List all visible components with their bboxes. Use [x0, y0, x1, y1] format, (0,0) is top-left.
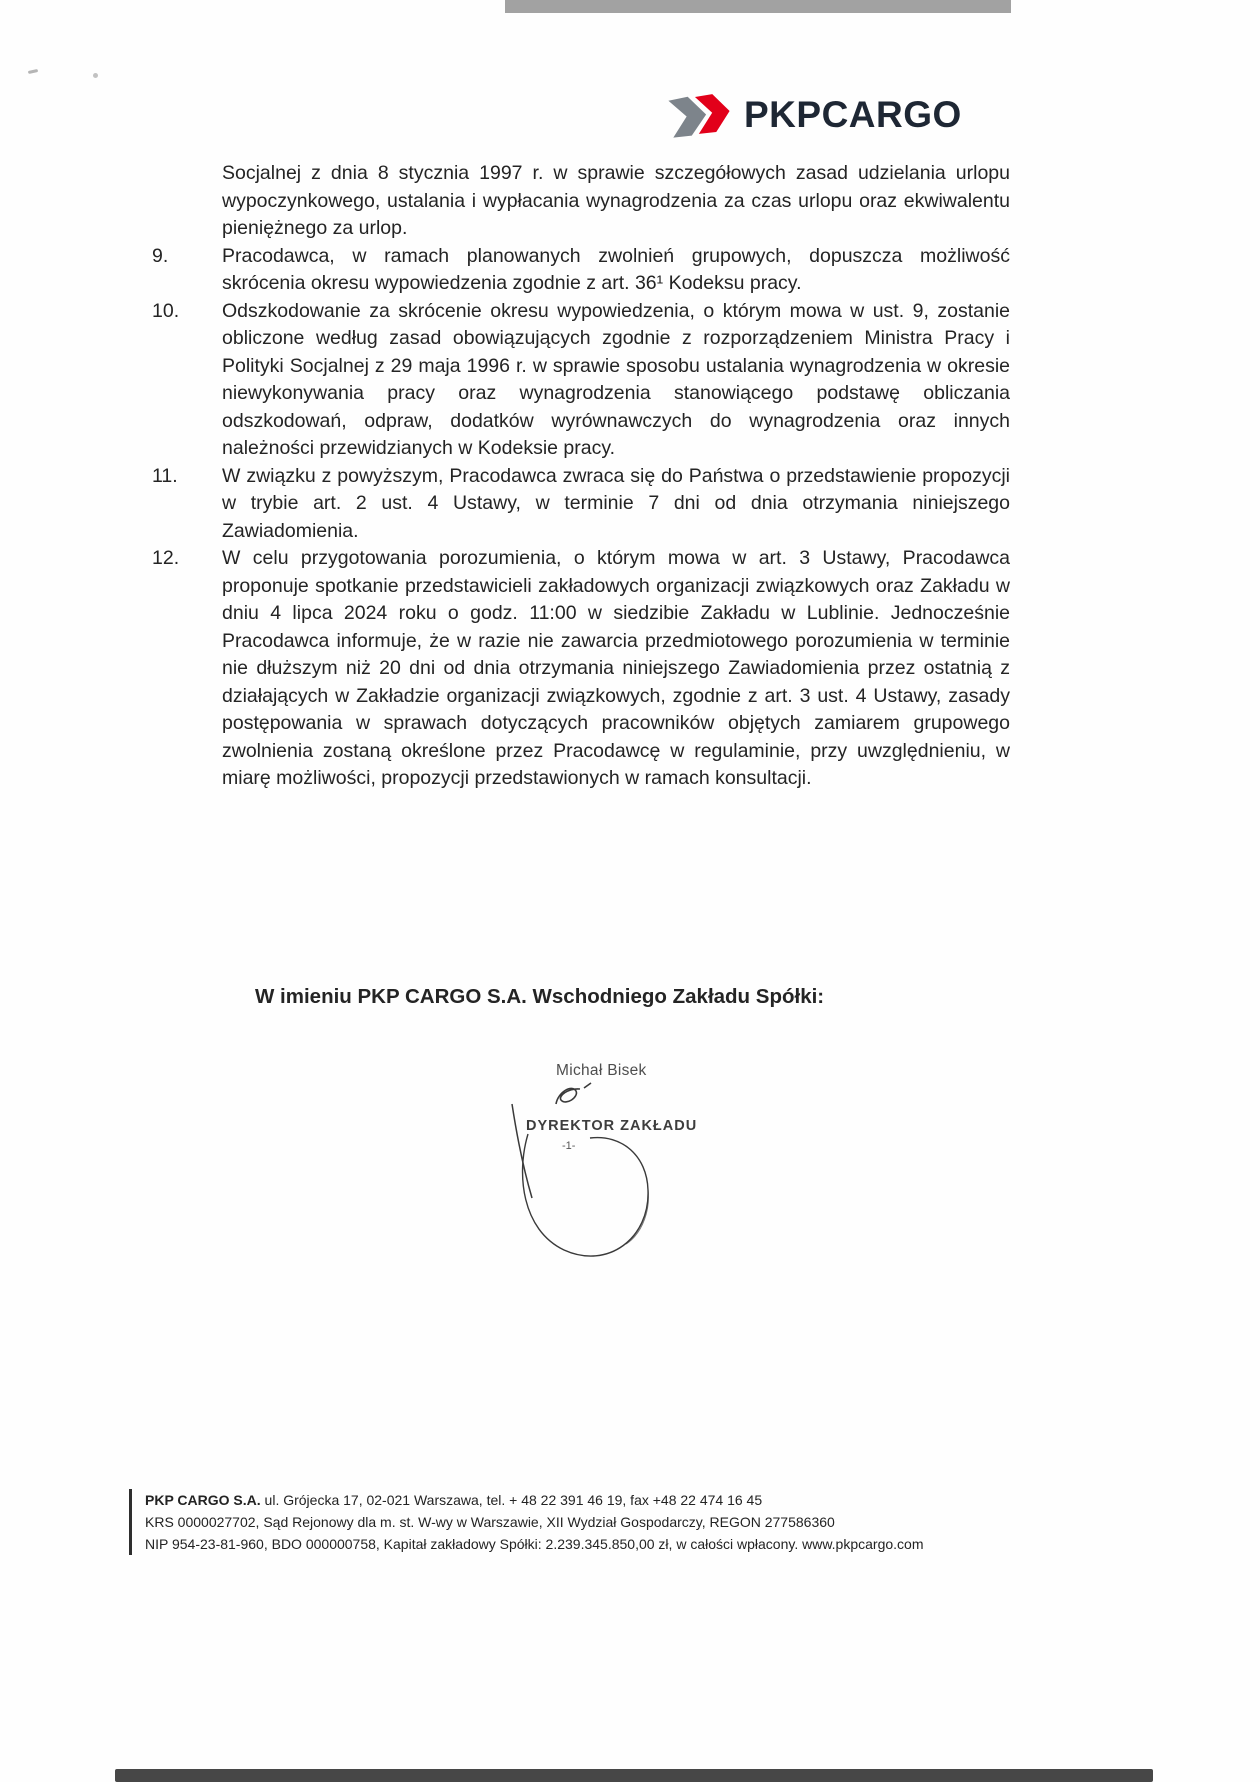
item-text: W celu przygotowania porozumienia, o którym mowa w art. 3 Ustawy, Pracodawca proponuje spotkanie przedstawicieli zakładowych organizacji związkowych oraz Zakładu w dniu 4 lipca 2024 roku o godz. 11:00 w siedzibie Zakładu w Lublinie. Jednocześnie Pracodawca informuje, że w razie nie zawarcia przedmiotowego porozumienia w terminie nie dłuższym niż 20 dni od dnia otrzymania niniejszego Zawiadomienia przez ostatnią z działających w Zakładzie organizacji związkowych, zgodnie z art. 3 ust. 4 Ustawy, zasady postępowania w sprawach dotyczących pracowników objętych zamiarem grupowego zwolnienia zostaną określone przez Pracodawcę w regulaminie, przy uwzględnieniu, w miarę możliwości, propozycji przedstawionych w ramach konsultacji. [222, 547, 1010, 789]
paragraph-continuation: Socjalnej z dnia 8 stycznia 1997 r. w sprawie szczegółowych zasad udzielania urlopu wypoczynkowego, ustalania i wypłacania wynagrodzenia za czas urlopu oraz ekwiwalentu pieniężnego za urlop. [222, 162, 1010, 239]
item-text: Pracodawca, w ramach planowanych zwolnień grupowych, dopuszcza możliwość skrócenia okresu wypowiedzenia zgodnie z art. 36¹ Kodeksu pracy. [222, 244, 1010, 294]
scan-artifact-bottom-bar [115, 1769, 1153, 1782]
item-text: W związku z powyższym, Pracodawca zwraca się do Państwa o przedstawienie propozycji w trybie art. 2 ust. 4 Ustawy, w terminie 7 dni od dnia otrzymania niniejszego Zawiadomienia. [222, 464, 1010, 542]
item-text: Odszkodowanie za skrócenie okresu wypowiedzenia, o którym mowa w ust. 9, zostanie obliczone według zasad obowiązujących zgodnie z rozporządzeniem Ministra Pracy i Polityki Socjalnej z 29 maja 1996 r. w sprawie sposobu ustalania wynagrodzenia w okresie niewykonywania pracy oraz wynagrodzenia stanowiącego podstawę obliczania odszkodowań, odpraw, dodatków wyrównawczych do wynagrodzenia oraz innych należności przewidzianych w Kodeksie pracy. [222, 299, 1010, 459]
pkp-cargo-logo-icon [666, 89, 736, 142]
footer-address: ul. Grójecka 17, 02-021 Warszawa, tel. + 48 22 391 46 19, fax +48 22 474 16 45 [260, 1492, 763, 1508]
scan-artifact-mark [28, 69, 38, 74]
stamp-subtext: -1- [562, 1140, 576, 1152]
item-number: 12. [152, 547, 180, 569]
item-number: 10. [152, 299, 180, 322]
item-number: 11. [152, 464, 178, 487]
handwritten-signature [498, 1082, 708, 1272]
footer-line-3: NIP 954-23-81-960, BDO 000000758, Kapitał zakładowy Spółki: 2.239.345.850,00 zł, w całości wpłacony. www.pkpcargo.com [145, 1536, 924, 1552]
signature-heading: W imieniu PKP CARGO S.A. Wschodniego Zakładu Spółki: [255, 985, 825, 1008]
list-item-12 [152, 545, 1010, 793]
footer-company-name: PKP CARGO S.A. [145, 1492, 261, 1508]
item-number: 9. [152, 244, 169, 267]
list-item-11 [152, 463, 1010, 546]
list-item-9 [152, 243, 1010, 298]
footer-line-1 [145, 1489, 923, 1511]
pkp-cargo-logo-text: PKPCARGO [744, 94, 962, 135]
document-body [152, 160, 1010, 793]
footer [129, 1489, 923, 1555]
scan-artifact-top-bar [505, 0, 1011, 13]
list-item-10 [152, 298, 1010, 463]
pkp-cargo-logo [668, 92, 962, 138]
stamp-title: DYREKTOR ZAKŁADU [526, 1118, 698, 1134]
footer-line-2: KRS 0000027702, Sąd Rejonowy dla m. st. W-wy w Warszawie, XII Wydział Gospodarczy, REGON 277586360 [145, 1514, 835, 1530]
signer-name: Michał Bisek [556, 1062, 647, 1079]
scan-artifact-mark [93, 73, 98, 78]
